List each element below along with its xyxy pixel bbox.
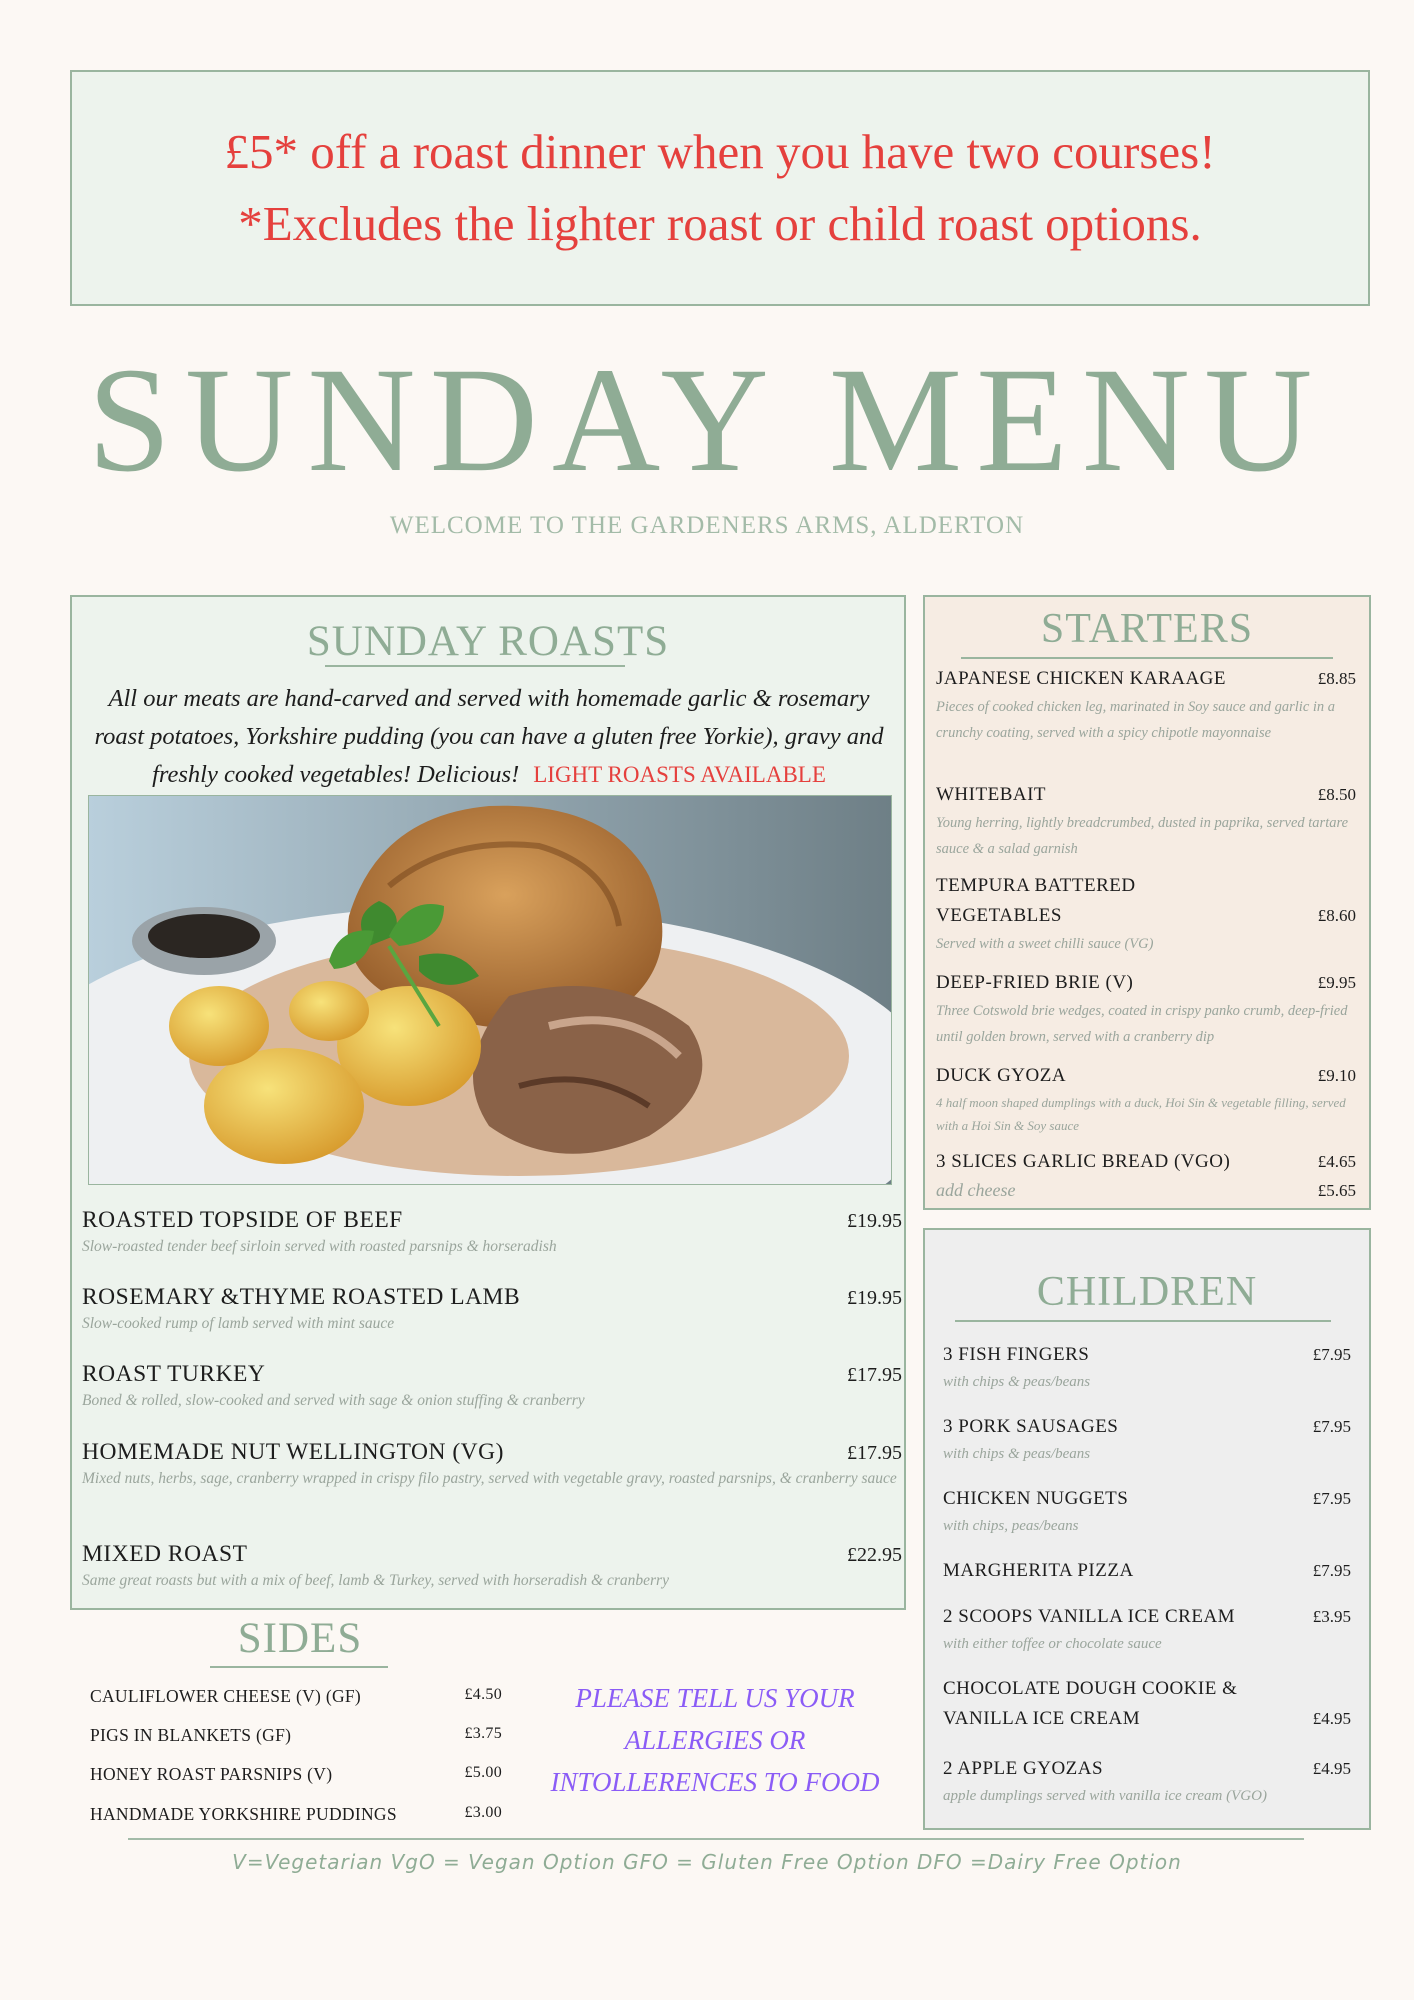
starter-desc: Pieces of cooked chicken leg, marinated in Soy sauce and garlic in a crunchy coating, served with a spicy chipotle mayonnaise <box>936 699 1336 741</box>
children-item <box>943 1556 1351 1586</box>
side-item-name: PIGS IN BLANKETS (GF) <box>90 1725 292 1745</box>
sides-heading: SIDES <box>237 1615 363 1662</box>
roast-item-desc: Mixed nuts, herbs, sage, cranberry wrapped in crispy filo pastry, served with vegetable gravy, roasted parsnips, & cranberry sauce <box>82 1470 897 1487</box>
allergy-line: PLEASE TELL US YOUR <box>575 1683 855 1713</box>
sunday-roasts-panel <box>70 595 906 1610</box>
roast-dinner-photo <box>88 795 892 1185</box>
side-item-name: HANDMADE YORKSHIRE PUDDINGS <box>90 1804 397 1824</box>
roast-item-price: £19.95 <box>847 1287 902 1309</box>
children-heading-underline <box>955 1320 1331 1322</box>
children-item <box>943 1674 1351 1734</box>
roasts-intro <box>84 680 894 794</box>
children-item-price: £4.95 <box>1312 1709 1351 1728</box>
side-item <box>90 1804 502 1825</box>
side-item-name: HONEY ROAST PARSNIPS (V) <box>90 1764 333 1784</box>
children-item-name: 2 APPLE GYOZAS <box>943 1758 1104 1779</box>
side-item-price: £5.00 <box>464 1764 502 1781</box>
roast-item-name: ROASTED TOPSIDE OF BEEF <box>82 1207 403 1233</box>
starter-extra: add cheese <box>936 1180 1016 1200</box>
roast-item-desc: Slow-cooked rump of lamb served with mint sauce <box>82 1315 395 1332</box>
roast-item-price: £19.95 <box>847 1210 902 1232</box>
starter-name: DUCK GYOZA <box>936 1065 1067 1086</box>
starter-extra-price: £5.65 <box>1317 1181 1356 1200</box>
children-item-price: £7.95 <box>1312 1345 1351 1364</box>
children-item <box>943 1412 1351 1466</box>
children-item-desc: with chips & peas/beans <box>943 1374 1091 1390</box>
promo-banner <box>70 70 1370 306</box>
roast-dinner-illustration <box>89 796 892 1185</box>
starter-price: £8.50 <box>1317 785 1356 804</box>
side-item-name: CAULIFLOWER CHEESE (V) (GF) <box>90 1686 362 1706</box>
roasts-heading-underline <box>325 665 625 667</box>
children-item-desc: apple dumplings served with vanilla ice cream (VGO) <box>943 1788 1267 1804</box>
starter-name: JAPANESE CHICKEN KARAAGE <box>936 668 1226 689</box>
children-item-price: £7.95 <box>1312 1417 1351 1436</box>
side-item-price: £3.75 <box>464 1725 502 1742</box>
children-item-name: 3 PORK SAUSAGES <box>943 1416 1119 1437</box>
starter-price: £9.10 <box>1317 1066 1356 1085</box>
starter-desc: 4 half moon shaped dumplings with a duck, Hoi Sin & vegetable filling, served with a Hoi Sin & Soy sauce <box>936 1095 1346 1133</box>
allergy-notice <box>520 1677 910 1803</box>
children-item-name: MARGHERITA PIZZA <box>943 1560 1134 1581</box>
starters-heading-underline <box>961 657 1333 659</box>
roast-item-turkey <box>82 1361 902 1414</box>
starter-name: DEEP-FRIED BRIE (V) <box>936 972 1134 993</box>
starter-name: 3 SLICES GARLIC BREAD (VGO) <box>936 1151 1231 1172</box>
starter-item <box>936 780 1356 862</box>
children-item-price: £3.95 <box>1312 1607 1351 1626</box>
children-item-price: £7.95 <box>1312 1489 1351 1508</box>
side-item <box>90 1764 502 1785</box>
starter-desc: Young herring, lightly breadcrumbed, dusted in paprika, served tartare sauce & a salad garnish <box>936 815 1349 857</box>
roast-item-name: ROSEMARY &THYME ROASTED LAMB <box>82 1284 521 1310</box>
roast-item-nut-wellington <box>82 1439 902 1492</box>
side-item <box>90 1725 502 1746</box>
children-item-name: CHICKEN NUGGETS <box>943 1488 1129 1509</box>
allergy-line: ALLERGIES OR <box>624 1725 806 1755</box>
children-item-price: £7.95 <box>1312 1561 1351 1580</box>
children-item <box>943 1340 1351 1394</box>
roast-item-price: £17.95 <box>847 1442 902 1464</box>
roasts-heading: SUNDAY ROASTS <box>306 618 670 665</box>
dietary-legend: V=Vegetarian VgO = Vegan Option GFO = Gluten Free Option DFO =Dairy Free Option <box>232 1850 1182 1874</box>
roast-item-mixed <box>82 1541 902 1594</box>
roasts-intro-text: All our meats are hand-carved and served with homemade garlic & rosemary roast potatoes, Yorkshire pudding (you can have a gluten free Yorkie), gravy and freshly cooked vegetables! Delicious! <box>94 685 884 788</box>
roast-item-desc: Same great roasts but with a mix of beef, lamb & Turkey, served with horseradish & cranberry <box>82 1572 669 1589</box>
children-item <box>943 1754 1351 1808</box>
starter-desc: Three Cotswold brie wedges, coated in crispy panko crumb, deep-fried until golden brown, served with a cranberry dip <box>936 1003 1348 1045</box>
starter-item <box>936 1061 1356 1137</box>
starter-price: £4.65 <box>1317 1152 1356 1171</box>
roast-item-price: £22.95 <box>847 1544 902 1566</box>
welcome-subtitle: WELCOME TO THE GARDENERS ARMS, ALDERTON <box>389 512 1025 539</box>
roast-item-name: HOMEMADE NUT WELLINGTON (VG) <box>82 1439 504 1465</box>
children-panel <box>923 1228 1371 1830</box>
children-item-name: CHOCOLATE DOUGH COOKIE & <box>943 1678 1238 1699</box>
roast-item-desc: Boned & rolled, slow-cooked and served with sage & onion stuffing & cranberry <box>82 1392 585 1409</box>
starter-item <box>936 1147 1356 1203</box>
children-item-desc: with chips, peas/beans <box>943 1518 1079 1534</box>
starter-price: £8.85 <box>1317 669 1356 688</box>
starter-item <box>936 968 1356 1050</box>
starter-item <box>936 871 1356 957</box>
allergy-line: INTOLLERENCES TO FOOD <box>550 1767 880 1797</box>
children-item-desc: with chips & peas/beans <box>943 1446 1091 1462</box>
children-item-desc: with either toffee or chocolate sauce <box>943 1636 1162 1652</box>
roast-item-price: £17.95 <box>847 1364 902 1386</box>
starter-name: VEGETABLES <box>936 905 1062 926</box>
page-title: SUNDAY MENU <box>87 337 1327 503</box>
starter-price: £9.95 <box>1317 973 1356 992</box>
promo-offer: £5* off a roast dinner when you have two courses! <box>224 124 1216 179</box>
sides-heading-underline <box>210 1666 388 1668</box>
children-item <box>943 1602 1351 1656</box>
children-item-name: VANILLA ICE CREAM <box>943 1708 1141 1729</box>
side-item <box>90 1686 502 1707</box>
children-item-name: 2 SCOOPS VANILLA ICE CREAM <box>943 1606 1236 1627</box>
roast-item-desc: Slow-roasted tender beef sirloin served with roasted parsnips & horseradish <box>82 1238 557 1255</box>
children-heading: CHILDREN <box>1036 1269 1258 1315</box>
roast-item-beef <box>82 1207 902 1260</box>
children-item-name: 3 FISH FINGERS <box>943 1344 1090 1365</box>
light-roasts-note: LIGHT ROASTS AVAILABLE <box>533 762 826 787</box>
starter-price: £8.60 <box>1317 906 1356 925</box>
promo-exclusion: *Excludes the lighter roast or child roast options. <box>238 196 1202 251</box>
roast-item-name: MIXED ROAST <box>82 1541 248 1567</box>
starter-desc: Served with a sweet chilli sauce (VG) <box>936 936 1154 952</box>
roast-item-lamb <box>82 1284 902 1337</box>
side-item-price: £4.50 <box>464 1686 502 1703</box>
roast-item-name: ROAST TURKEY <box>82 1361 266 1387</box>
children-item-price: £4.95 <box>1312 1759 1351 1778</box>
starter-name: TEMPURA BATTERED <box>936 875 1136 896</box>
children-item <box>943 1484 1351 1538</box>
starter-name: WHITEBAIT <box>936 784 1047 805</box>
footer-divider <box>128 1838 1304 1840</box>
starters-panel <box>923 595 1371 1210</box>
starter-item <box>936 664 1356 746</box>
starters-heading: STARTERS <box>1040 606 1254 652</box>
side-item-price: £3.00 <box>464 1804 502 1821</box>
